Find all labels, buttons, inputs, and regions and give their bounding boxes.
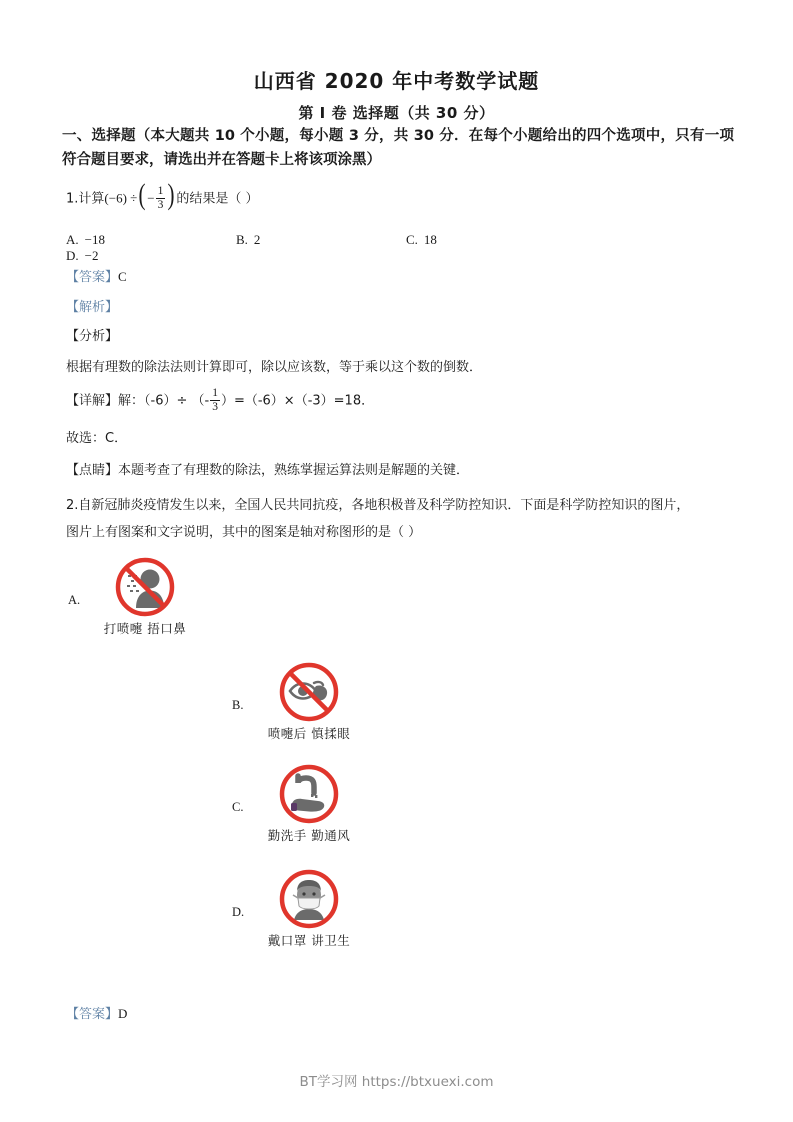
detail-lead: 解：（-6）÷ （-: [118, 393, 210, 409]
answer-tag: 【答案】: [66, 270, 119, 285]
question-1-dianjing: [66, 459, 469, 482]
option-d-letter: D.: [66, 248, 79, 263]
option-b-letter: B.: [236, 232, 248, 247]
fraction-one-third: [156, 185, 166, 212]
option-a-figure: [100, 556, 190, 637]
question-1-option-d[interactable]: [66, 248, 236, 264]
question-1-stem-prefix: 计算: [78, 191, 105, 207]
dianjing-text: 本题考查了有理数的除法，熟练掌握运算法则是解题的关键．: [118, 463, 470, 478]
question-1-option-a[interactable]: [66, 232, 236, 248]
question-1-number: 1.: [66, 191, 79, 207]
question-1-option-c[interactable]: [406, 232, 576, 248]
fraction-denominator: 3: [157, 199, 164, 211]
option-c-letter: C.: [406, 232, 418, 247]
wear-mask-icon: [278, 868, 340, 930]
question-1-detail: [66, 388, 374, 415]
detail-tail: ）=（-6）×（-3）=18．: [220, 393, 375, 409]
question-1-jiexi-tag: [66, 296, 118, 319]
fraction-sign: −: [147, 190, 155, 206]
detail-fraction-denominator: 3: [212, 401, 218, 413]
question-2-stem-line-2: 图片上有图案和文字说明，其中的图案是轴对称图形的是（ ）: [66, 525, 422, 540]
page-title: 山西省 2020 年中考数学试题: [253, 69, 540, 93]
option-d-letter: D.: [232, 905, 245, 919]
option-c-letter: C.: [232, 800, 244, 814]
section-heading: 一、选择题（本大题共 10 个小题，每小题 3 分，共 30 分．在每个小题给出的四个选项中，只有一项符合题目要求，请选出并在答题卡上将该项涂黑）: [62, 128, 734, 168]
option-d-caption: 戴口罩 讲卫生: [267, 933, 351, 948]
option-a-value: −18: [84, 232, 105, 247]
question-1-stem-suffix: 的结果是（ ）: [176, 191, 259, 207]
option-b-value: 2: [253, 232, 261, 247]
jiexi-tag: 【解析】: [66, 300, 119, 315]
answer-tag: 【答案】: [66, 1007, 119, 1022]
rub-eye-prohibited-icon: [278, 661, 340, 723]
question-1-conclusion: 故选：C．: [66, 431, 128, 446]
option-c-value: 18: [423, 232, 437, 247]
option-d-figure: [264, 868, 354, 949]
option-b-figure: [264, 661, 354, 742]
footer-watermark: BT学习网 https://btxuexi.com: [299, 1074, 494, 1090]
question-1-fenxi-tag: [66, 325, 118, 348]
question-1-analysis-text: 根据有理数的除法法则计算即可，除以应该数，等于乘以这个数的倒数．: [66, 360, 483, 375]
document-subtitle: 第 I 卷 选择题（共 30 分）: [298, 104, 495, 122]
question-1-answer: [66, 266, 127, 289]
detail-tag: 【详解】: [66, 393, 119, 409]
detail-fraction-one-third: [210, 387, 220, 414]
option-a-letter: A.: [68, 593, 81, 607]
question-1-answer-value: C: [118, 269, 127, 284]
question-1-options: [66, 232, 736, 264]
question-2-answer: [66, 1003, 127, 1026]
option-c-figure: [264, 763, 354, 844]
question-1-expression-lead: (−6) ÷: [104, 190, 138, 206]
question-2-stem-line-1: [66, 495, 738, 517]
dianjing-tag: 【点睛】: [66, 463, 119, 478]
option-b-letter: B.: [232, 698, 244, 712]
question-2-number: 2.: [66, 498, 79, 513]
detail-fraction-numerator: 1: [212, 387, 218, 399]
question-2-answer-value: D: [118, 1006, 128, 1021]
question-1-stem: 1.计算(−6) ÷( − $\frac{1}{3}$ ) 的结果是（ ）: [66, 178, 259, 212]
option-a-caption: 打喷嚏 捂口鼻: [103, 621, 187, 636]
wash-hands-icon: [278, 763, 340, 825]
option-c-caption: 勤洗手 勤通风: [267, 828, 351, 843]
sneeze-cover-prohibited-icon: [114, 556, 176, 618]
option-b-caption: 喷嚏后 慎揉眼: [267, 726, 351, 741]
question-1-option-b[interactable]: [236, 232, 406, 248]
fenxi-tag: 【分析】: [66, 329, 119, 344]
fraction-numerator: 1: [157, 185, 164, 197]
option-a-letter: A.: [66, 232, 79, 247]
option-d-value: −2: [84, 248, 99, 263]
question-2-stem-text-1: 自新冠肺炎疫情发生以来，全国人民共同抗疫，各地积极普及科学防控知识．下面是科学防控知识的图片，: [78, 498, 690, 513]
